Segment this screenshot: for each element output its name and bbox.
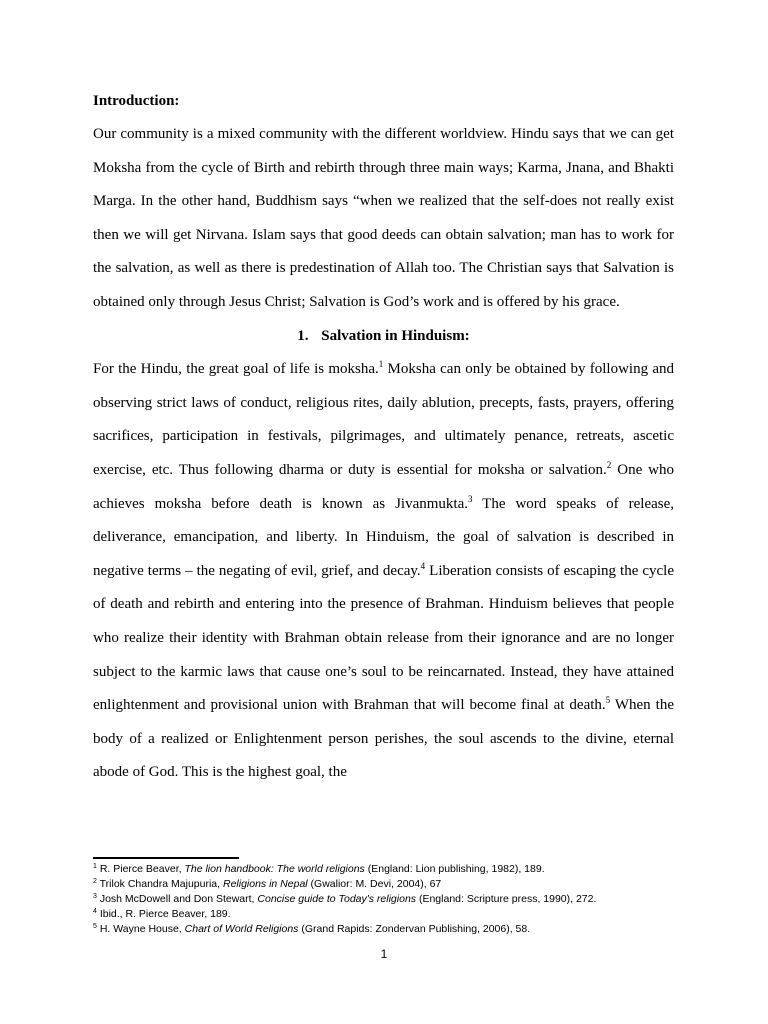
footnote-number: 3 — [93, 893, 97, 900]
footnote-text: (Grand Rapids: Zondervan Publishing, 2006), 58. — [298, 923, 531, 935]
page-number: 1 — [380, 947, 388, 961]
footnote-ref: 2 — [606, 459, 612, 470]
footnote-title: Concise guide to Today's religions — [257, 893, 417, 905]
intro-heading: Introduction: — [93, 93, 180, 109]
footnote-text: (England: Lion publishing, 1982), 189. — [364, 863, 545, 875]
paragraph-text: The word speaks of release, deliverance, emancipation, and liberty. In Hinduism, the goal of salvation is described in negative terms – the negating of evil, grief, and decay. — [93, 495, 675, 579]
paragraph-text: One who achieves moksha before death is known as Jivanmukta. — [93, 461, 674, 512]
intro-paragraph: Our community is a mixed community with the different worldview. Hindu says that we can get Moksha from the cycle of Birth and rebirth through three main ways; Karma, Jnana, and Bhakti Marga. In the other hand, Buddhism says “when we realized that the self-does not really exist then we will get Nirvana. Islam says that good deeds can obtain salvation; man has to work for the salvation, as well as there is predestination of Allah too. The Christian says that Salvation is obtained only through Jesus Christ; Salvation is God’s work and is offered by his grace. — [93, 126, 674, 310]
footnote-title: The lion handbook: The world religions — [184, 863, 365, 875]
footnote-text: (Gwalior: M. Devi, 2004), 67 — [307, 878, 442, 890]
paragraph-text: For the Hindu, the great goal of life is moksha. — [93, 361, 379, 378]
footnote — [93, 877, 693, 892]
footnote-number: 4 — [93, 908, 97, 915]
footnote-number: 1 — [93, 863, 97, 870]
footnote — [93, 907, 693, 922]
footnote-title: Religions in Nepal — [222, 878, 308, 890]
footnote-title: Chart of World Religions — [184, 923, 299, 935]
paragraph-text: When the body of a realized or Enlightenment person perishes, the soul ascends to the divine, eternal abode of God. This is the highest goal, the — [93, 697, 674, 781]
hinduism-paragraph — [93, 353, 674, 790]
footnote — [93, 922, 693, 937]
footnote — [93, 892, 693, 907]
footnote-text: Ibid., R. Pierce Beaver, 189. — [99, 908, 231, 920]
footnotes — [93, 862, 693, 937]
footnote — [93, 862, 693, 877]
document-body — [93, 84, 674, 790]
footnote-text: R. Pierce Beaver, — [99, 863, 185, 875]
footnote-separator — [93, 857, 239, 859]
footnote-text: Trilok Chandra Majupuria, — [99, 878, 223, 890]
section-heading — [93, 320, 674, 354]
footnote-ref: 5 — [605, 695, 611, 706]
paragraph-text: Moksha can only be obtained by following and observing strict laws of conduct, religious rites, daily ablution, precepts, fasts, prayers, offering sacrifices, participation in festivals, pilgrimages, and ultimately penance, retreats, ascetic exercise, etc. Thus following dharma or duty is essential for moksha or salvation. — [93, 361, 674, 478]
footnote-ref: 1 — [378, 359, 384, 370]
section-number: 1. — [297, 327, 309, 344]
footnote-ref: 4 — [420, 560, 426, 571]
footnote-text: Josh McDowell and Don Stewart, — [99, 893, 258, 905]
footnote-ref: 3 — [468, 493, 473, 504]
footnote-text: H. Wayne House, — [99, 923, 185, 935]
section-title: Salvation in Hinduism: — [321, 327, 470, 344]
footnote-text: (England: Scripture press, 1990), 272. — [416, 893, 597, 905]
paragraph-text: Liberation consists of escaping the cycle of death and rebirth and entering into the presence of Brahman. Hinduism believes that people who realize their identity with Brahman obtain release from their ignorance and are no longer subject to the karmic laws that cause one’s soul to be reincarnated. Instead, they have attained enlightenment and provisional union with Brahman that will become final at death. — [93, 562, 674, 714]
footnote-number: 2 — [93, 878, 97, 885]
footnote-number: 5 — [93, 923, 97, 930]
